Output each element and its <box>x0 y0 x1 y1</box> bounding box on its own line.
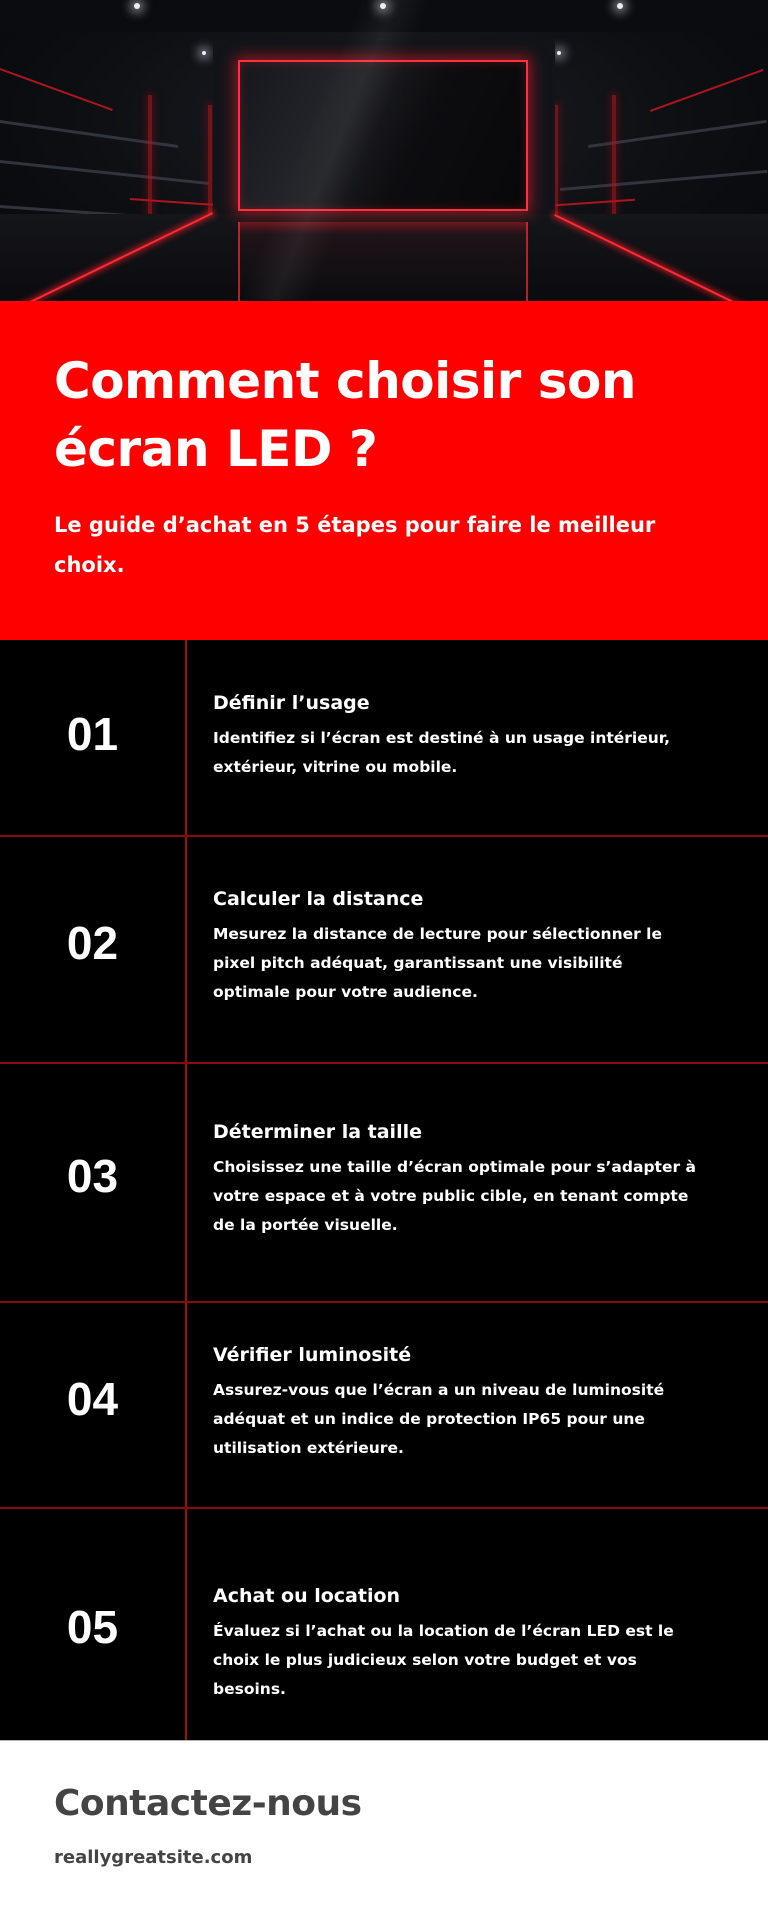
step-row-02 <box>0 836 768 1063</box>
step-row-05 <box>0 1508 768 1740</box>
step-title: Définir l’usage <box>213 692 370 714</box>
step-description: Choisissez une taille d’écran optimale pour s’adapter à votre espace et à votre public cible, en tenant compte de la portée visuelle. <box>213 1158 696 1234</box>
wall-line <box>0 160 209 185</box>
hero-image <box>0 0 768 301</box>
ceiling-light <box>134 3 140 9</box>
step-number: 04 <box>66 1373 119 1425</box>
step-description: Identifiez si l’écran est destiné à un usage intérieur, extérieur, vitrine ou mobile. <box>213 729 671 776</box>
step-title: Achat ou location <box>213 1585 401 1607</box>
website-link[interactable]: reallygreatsite.com <box>54 1847 253 1868</box>
ceiling-light <box>557 51 561 55</box>
step-title: Déterminer la taille <box>213 1121 422 1143</box>
step-row-04 <box>0 1302 768 1508</box>
step-number: 03 <box>66 1150 119 1202</box>
step-number: 02 <box>66 917 119 969</box>
contact-heading: Contactez-nous <box>54 1783 362 1824</box>
step-title: Vérifier luminosité <box>213 1344 412 1366</box>
wall-line <box>560 170 767 191</box>
step-description: Évaluez si l’achat ou la location de l’écran LED est le choix le plus judicieux selon votre budget et vos besoins. <box>213 1622 674 1698</box>
intro-section <box>0 301 768 640</box>
step-number: 05 <box>66 1601 119 1653</box>
title-line-1: Comment choisir son <box>54 352 636 410</box>
page-title <box>54 347 714 483</box>
wall-wire <box>130 198 220 206</box>
wall-wire <box>0 68 113 111</box>
step-row-03 <box>0 1063 768 1302</box>
step-row-01 <box>0 640 768 836</box>
step-description: Assurez-vous que l’écran a un niveau de luminosité adéquat et un indice de protection IP65 pour une utilisation extérieure. <box>213 1381 665 1457</box>
step-content <box>213 1342 703 1463</box>
step-description: Mesurez la distance de lecture pour sélectionner le pixel pitch adéquat, garantissant une visibilité optimale pour votre audience. <box>213 925 662 1001</box>
step-content <box>213 1583 703 1704</box>
step-number: 01 <box>66 708 119 760</box>
ceiling-light <box>617 3 623 9</box>
steps-section <box>0 640 768 1740</box>
title-line-2: écran LED ? <box>54 420 378 478</box>
step-content <box>213 690 703 782</box>
ceiling-light <box>202 51 206 55</box>
step-content <box>213 1119 703 1240</box>
contact-footer <box>0 1740 768 1920</box>
step-title: Calculer la distance <box>213 888 424 910</box>
step-content <box>213 886 703 1007</box>
wall-wire <box>545 199 635 207</box>
page-subtitle: Le guide d’achat en 5 étapes pour faire le meilleur choix. <box>54 513 656 577</box>
wall-wire <box>650 69 763 112</box>
